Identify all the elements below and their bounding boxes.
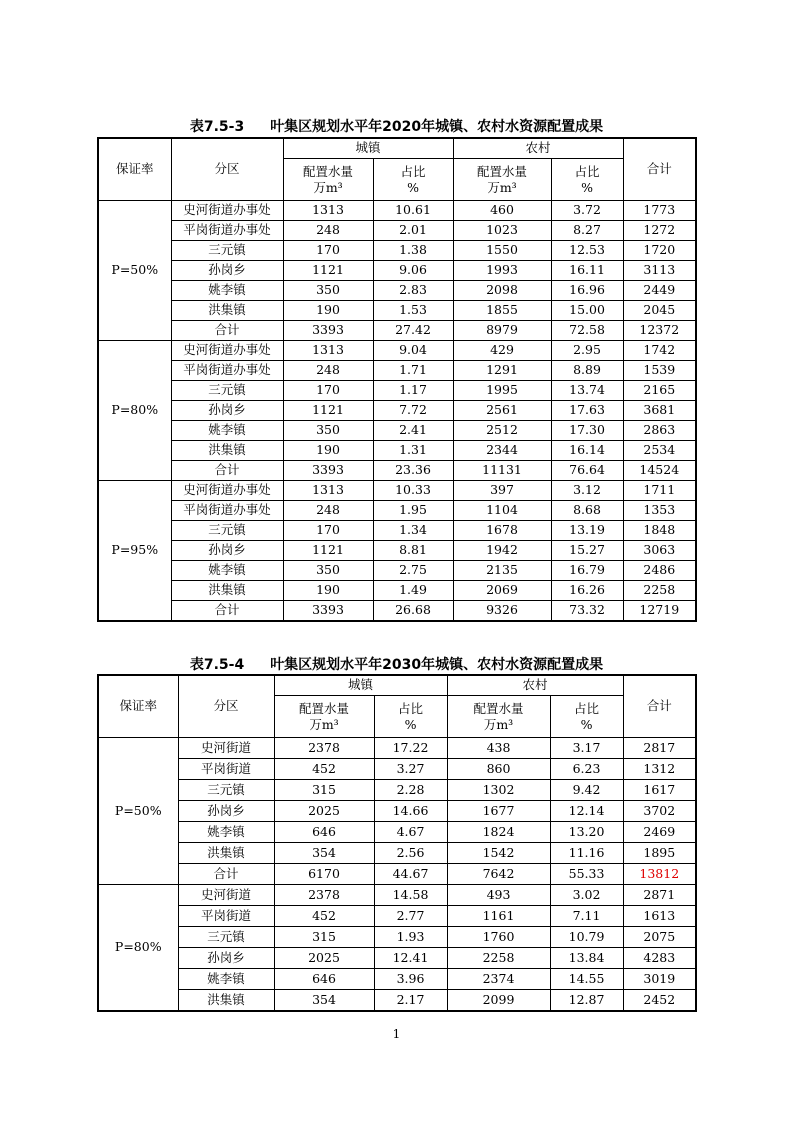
town-ratio-cell: 7.72 [373,401,453,421]
rural-ratio-cell: 17.30 [551,421,623,441]
district-cell: 三元镇 [171,241,283,261]
town-ratio-cell: 44.67 [374,864,447,885]
ratio-unit: % [407,179,419,195]
total-cell: 4283 [623,948,696,969]
rural-alloc-cell: 1760 [447,927,550,948]
town-ratio-cell: 26.68 [373,601,453,622]
rural-alloc-cell: 2135 [453,561,551,581]
town-alloc-cell: 170 [283,241,373,261]
rural-alloc-cell: 1855 [453,301,551,321]
header-town-alloc [283,159,373,201]
total-cell: 2817 [623,738,696,759]
header-row-1 [98,675,696,696]
rural-ratio-cell: 14.55 [550,969,623,990]
rural-ratio-cell: 9.42 [550,780,623,801]
rural-ratio-cell: 15.27 [551,541,623,561]
town-ratio-cell: 3.27 [374,759,447,780]
table-row [98,601,696,622]
town-ratio-cell: 1.93 [374,927,447,948]
table-row [98,301,696,321]
town-alloc-cell: 646 [274,969,374,990]
table-row [98,822,696,843]
town-ratio-cell: 27.42 [373,321,453,341]
rural-ratio-cell: 13.74 [551,381,623,401]
town-alloc-cell: 646 [274,822,374,843]
town-alloc-cell: 452 [274,906,374,927]
town-alloc-cell: 2025 [274,801,374,822]
district-cell: 洪集镇 [171,581,283,601]
total-cell: 2486 [623,561,696,581]
header-rural-alloc [453,159,551,201]
table-row [98,581,696,601]
district-cell: 孙岗乡 [178,801,274,822]
header-rural: 农村 [453,138,623,159]
town-ratio-cell: 2.17 [374,990,447,1011]
rural-alloc-cell: 2069 [453,581,551,601]
rural-ratio-cell: 16.11 [551,261,623,281]
town-ratio-cell: 12.41 [374,948,447,969]
header-town-ratio [373,159,453,201]
rural-ratio-cell: 7.11 [550,906,623,927]
town-alloc-cell: 1121 [283,261,373,281]
header-town: 城镇 [283,138,453,159]
town-alloc-cell: 170 [283,381,373,401]
district-cell: 合计 [171,601,283,622]
town-alloc-cell: 1121 [283,541,373,561]
town-ratio-cell: 10.33 [373,481,453,501]
town-alloc-cell: 350 [283,561,373,581]
rural-ratio-cell: 15.00 [551,301,623,321]
rural-ratio-cell: 16.79 [551,561,623,581]
header-district: 分区 [178,675,274,738]
town-alloc-cell: 248 [283,501,373,521]
table-title: 叶集区规划水平年2030年城镇、农村水资源配置成果 [270,657,604,673]
total-cell: 12372 [623,321,696,341]
rural-alloc-cell: 11131 [453,461,551,481]
ratio-unit: % [404,716,417,732]
rural-ratio-cell: 6.23 [550,759,623,780]
rural-alloc-cell: 429 [453,341,551,361]
rural-ratio-cell: 55.33 [550,864,623,885]
rural-alloc-cell: 1302 [447,780,550,801]
town-ratio-cell: 2.75 [373,561,453,581]
district-cell: 姚李镇 [171,561,283,581]
rural-alloc-cell: 1995 [453,381,551,401]
rural-alloc-cell: 2512 [453,421,551,441]
rural-ratio-cell: 17.63 [551,401,623,421]
town-ratio-cell: 2.41 [373,421,453,441]
town-alloc-cell: 6170 [274,864,374,885]
rural-alloc-cell: 860 [447,759,550,780]
table-row [98,241,696,261]
rural-alloc-cell: 2098 [453,281,551,301]
table-row [98,361,696,381]
page-number: 1 [392,1027,401,1041]
total-cell: 1848 [623,521,696,541]
rate-cell: P=50% [98,738,178,885]
district-cell: 三元镇 [178,927,274,948]
town-ratio-cell: 8.81 [373,541,453,561]
total-cell: 2863 [623,421,696,441]
town-ratio-cell: 1.17 [373,381,453,401]
table-row [98,461,696,481]
town-alloc-cell: 354 [274,990,374,1011]
town-alloc-cell: 3393 [283,321,373,341]
table-row [98,221,696,241]
district-cell: 史河街道 [178,885,274,906]
total-cell: 2449 [623,281,696,301]
total-cell: 1773 [623,201,696,221]
district-cell: 史河街道 [178,738,274,759]
district-cell: 平岗街道办事处 [171,501,283,521]
table-row [98,541,696,561]
rural-ratio-cell: 16.26 [551,581,623,601]
table-row [98,441,696,461]
rural-ratio-cell: 2.95 [551,341,623,361]
total-cell: 1353 [623,501,696,521]
total-cell: 1895 [623,843,696,864]
town-ratio-cell: 23.36 [373,461,453,481]
town-ratio-cell: 1.71 [373,361,453,381]
table-body [98,738,696,1011]
rural-ratio-cell: 8.89 [551,361,623,381]
header-town-alloc [274,696,374,738]
town-ratio-cell: 14.58 [374,885,447,906]
table-row [98,521,696,541]
rural-alloc-cell: 460 [453,201,551,221]
table-row [98,969,696,990]
table-body [98,201,696,622]
total-cell: 1720 [623,241,696,261]
table-row [98,885,696,906]
alloc-unit: 万m³ [487,179,517,195]
header-rural-ratio [550,696,623,738]
town-alloc-cell: 190 [283,441,373,461]
town-alloc-cell: 452 [274,759,374,780]
table-row [98,501,696,521]
header-rural-alloc [447,696,550,738]
total-cell: 13812 [623,864,696,885]
table-title: 叶集区规划水平年2020年城镇、农村水资源配置成果 [270,119,604,135]
rural-alloc-cell: 1993 [453,261,551,281]
total-cell: 1312 [623,759,696,780]
town-ratio-cell: 2.56 [374,843,447,864]
district-cell: 洪集镇 [171,301,283,321]
rural-ratio-cell: 8.27 [551,221,623,241]
town-ratio-cell: 2.01 [373,221,453,241]
header-town: 城镇 [274,675,447,696]
town-ratio-cell: 10.61 [373,201,453,221]
table-number: 表7.5-3 [189,119,245,135]
table-caption-2030 [0,654,793,674]
header-rate: 保证率 [98,138,171,201]
town-ratio-cell: 2.28 [374,780,447,801]
rural-alloc-cell: 2344 [453,441,551,461]
rural-alloc-cell: 2099 [447,990,550,1011]
rural-alloc-cell: 2561 [453,401,551,421]
town-ratio-cell: 1.38 [373,241,453,261]
alloc-label: 配置水量 [302,163,353,179]
town-alloc-cell: 354 [274,843,374,864]
rural-alloc-cell: 1023 [453,221,551,241]
total-cell: 3019 [623,969,696,990]
table-row [98,990,696,1011]
header-rate: 保证率 [98,675,178,738]
rural-ratio-cell: 13.19 [551,521,623,541]
town-alloc-cell: 1313 [283,481,373,501]
town-alloc-cell: 350 [283,281,373,301]
total-cell: 2165 [623,381,696,401]
total-cell: 2871 [623,885,696,906]
table-row [98,281,696,301]
town-alloc-cell: 350 [283,421,373,441]
header-town-ratio [374,696,447,738]
total-cell: 3113 [623,261,696,281]
table-row [98,381,696,401]
total-cell: 2075 [623,927,696,948]
town-alloc-cell: 2378 [274,738,374,759]
rural-ratio-cell: 72.58 [551,321,623,341]
rural-alloc-cell: 1824 [447,822,550,843]
ratio-label: 占比 [398,700,424,716]
district-cell: 平岗街道 [178,906,274,927]
alloc-unit: 万m³ [313,179,343,195]
ratio-label: 占比 [400,163,426,179]
table-row [98,201,696,221]
table-row [98,341,696,361]
town-alloc-cell: 190 [283,301,373,321]
header-rural: 农村 [447,675,623,696]
town-ratio-cell: 1.49 [373,581,453,601]
rural-alloc-cell: 397 [453,481,551,501]
town-alloc-cell: 248 [283,361,373,381]
town-ratio-cell: 4.67 [374,822,447,843]
district-cell: 平岗街道 [178,759,274,780]
town-ratio-cell: 2.83 [373,281,453,301]
ratio-unit: % [581,179,593,195]
table-row [98,948,696,969]
district-cell: 史河街道办事处 [171,201,283,221]
alloc-label: 配置水量 [473,700,524,716]
town-alloc-cell: 3393 [283,461,373,481]
table-row [98,321,696,341]
rural-ratio-cell: 3.02 [550,885,623,906]
alloc-label: 配置水量 [477,163,528,179]
table-row [98,481,696,501]
town-ratio-cell: 3.96 [374,969,447,990]
town-alloc-cell: 3393 [283,601,373,622]
rural-alloc-cell: 2374 [447,969,550,990]
district-cell: 三元镇 [171,381,283,401]
rural-ratio-cell: 10.79 [550,927,623,948]
rural-ratio-cell: 12.14 [550,801,623,822]
total-cell: 1617 [623,780,696,801]
allocation-table-2030 [97,674,697,1012]
rural-ratio-cell: 13.20 [550,822,623,843]
town-alloc-cell: 1121 [283,401,373,421]
town-alloc-cell: 1313 [283,341,373,361]
rural-alloc-cell: 9326 [453,601,551,622]
district-cell: 姚李镇 [178,969,274,990]
district-cell: 洪集镇 [178,990,274,1011]
total-cell: 1613 [623,906,696,927]
district-cell: 孙岗乡 [171,261,283,281]
ratio-label: 占比 [574,163,600,179]
town-alloc-cell: 1313 [283,201,373,221]
rural-ratio-cell: 3.12 [551,481,623,501]
alloc-unit: 万m³ [309,716,339,732]
table-row [98,780,696,801]
district-cell: 孙岗乡 [171,401,283,421]
district-cell: 平岗街道办事处 [171,361,283,381]
town-ratio-cell: 1.95 [373,501,453,521]
rural-ratio-cell: 12.87 [550,990,623,1011]
table-row [98,843,696,864]
rural-ratio-cell: 12.53 [551,241,623,261]
table-row [98,261,696,281]
town-ratio-cell: 14.66 [374,801,447,822]
district-cell: 孙岗乡 [171,541,283,561]
header-rural-ratio [551,159,623,201]
town-ratio-cell: 1.34 [373,521,453,541]
rural-ratio-cell: 3.72 [551,201,623,221]
rural-alloc-cell: 1942 [453,541,551,561]
ratio-label: 占比 [574,700,600,716]
table-row [98,561,696,581]
district-cell: 史河街道办事处 [171,481,283,501]
table-number: 表7.5-4 [189,657,245,673]
total-cell: 1742 [623,341,696,361]
rural-ratio-cell: 11.16 [550,843,623,864]
table-row [98,759,696,780]
rural-alloc-cell: 1677 [447,801,550,822]
rural-ratio-cell: 16.96 [551,281,623,301]
total-cell: 3702 [623,801,696,822]
table-row [98,421,696,441]
table-caption-2020 [0,116,793,136]
total-cell: 3063 [623,541,696,561]
header-district: 分区 [171,138,283,201]
town-alloc-cell: 2025 [274,948,374,969]
rural-alloc-cell: 1542 [447,843,550,864]
district-cell: 三元镇 [178,780,274,801]
rural-ratio-cell: 73.32 [551,601,623,622]
town-ratio-cell: 17.22 [374,738,447,759]
district-cell: 姚李镇 [171,281,283,301]
district-cell: 平岗街道办事处 [171,221,283,241]
table-row [98,401,696,421]
allocation-table-2020 [97,137,697,622]
rate-cell: P=50% [98,201,171,341]
rural-alloc-cell: 2258 [447,948,550,969]
rate-cell: P=80% [98,341,171,481]
district-cell: 史河街道办事处 [171,341,283,361]
total-cell: 1272 [623,221,696,241]
rural-ratio-cell: 13.84 [550,948,623,969]
alloc-label: 配置水量 [298,700,349,716]
district-cell: 合计 [171,461,283,481]
rural-alloc-cell: 493 [447,885,550,906]
town-ratio-cell: 1.53 [373,301,453,321]
table-row [98,906,696,927]
rural-ratio-cell: 16.14 [551,441,623,461]
total-cell: 1539 [623,361,696,381]
rural-alloc-cell: 1291 [453,361,551,381]
alloc-unit: 万m³ [483,716,514,732]
town-alloc-cell: 315 [274,927,374,948]
total-cell: 2045 [623,301,696,321]
rural-ratio-cell: 8.68 [551,501,623,521]
town-ratio-cell: 2.77 [374,906,447,927]
town-alloc-cell: 2378 [274,885,374,906]
district-cell: 合计 [178,864,274,885]
district-cell: 洪集镇 [178,843,274,864]
town-alloc-cell: 190 [283,581,373,601]
rural-alloc-cell: 7642 [447,864,550,885]
total-cell: 2534 [623,441,696,461]
town-ratio-cell: 9.06 [373,261,453,281]
table-row [98,801,696,822]
rate-cell: P=95% [98,481,171,622]
town-ratio-cell: 1.31 [373,441,453,461]
town-alloc-cell: 315 [274,780,374,801]
rural-alloc-cell: 1104 [453,501,551,521]
total-cell: 12719 [623,601,696,622]
header-total: 合计 [623,675,696,738]
rural-alloc-cell: 1161 [447,906,550,927]
table-row [98,738,696,759]
town-alloc-cell: 170 [283,521,373,541]
total-cell: 2452 [623,990,696,1011]
district-cell: 姚李镇 [171,421,283,441]
district-cell: 合计 [171,321,283,341]
district-cell: 洪集镇 [171,441,283,461]
ratio-unit: % [580,716,593,732]
district-cell: 三元镇 [171,521,283,541]
rural-ratio-cell: 3.17 [550,738,623,759]
rural-ratio-cell: 76.64 [551,461,623,481]
total-cell: 3681 [623,401,696,421]
rural-alloc-cell: 8979 [453,321,551,341]
town-alloc-cell: 248 [283,221,373,241]
district-cell: 姚李镇 [178,822,274,843]
table-row [98,864,696,885]
district-cell: 孙岗乡 [178,948,274,969]
total-cell: 1711 [623,481,696,501]
total-cell: 2469 [623,822,696,843]
total-cell: 14524 [623,461,696,481]
rural-alloc-cell: 1678 [453,521,551,541]
rural-alloc-cell: 438 [447,738,550,759]
header-total: 合计 [623,138,696,201]
header-row-1 [98,138,696,159]
total-cell: 2258 [623,581,696,601]
table-row [98,927,696,948]
rural-alloc-cell: 1550 [453,241,551,261]
town-ratio-cell: 9.04 [373,341,453,361]
rate-cell: P=80% [98,885,178,1011]
